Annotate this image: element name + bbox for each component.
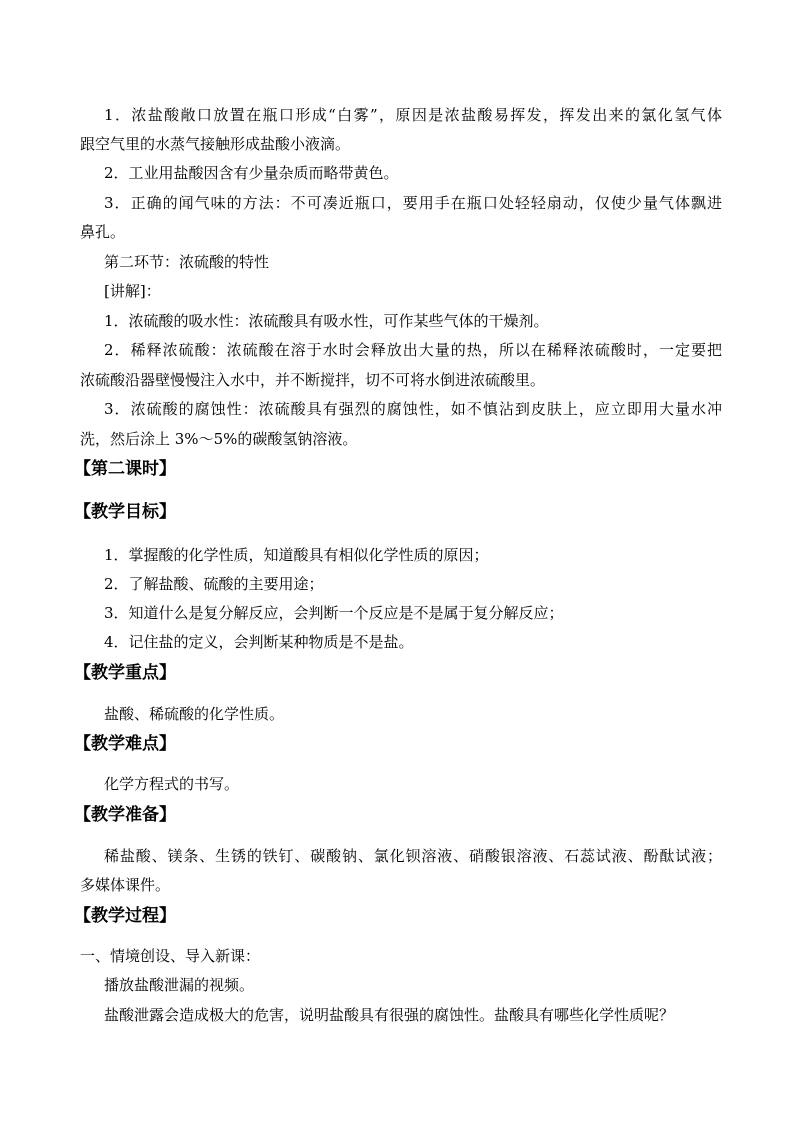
objective-item-4: 4．记住盐的定义，会判断某种物质是不是盐。 xyxy=(104,633,414,651)
objective-item-3: 3．知道什么是复分解反应，会判断一个反应是不是属于复分解反应； xyxy=(104,604,564,622)
process-heading: 【教学过程】 xyxy=(74,906,176,926)
section2-title: 第二环节：浓硫酸的特性 xyxy=(104,253,270,271)
process-line1: 播放盐酸泄漏的视频。 xyxy=(104,976,255,994)
section1-item2: 2．工业用盐酸因含有少量杂质而略带黄色。 xyxy=(104,164,399,182)
section1-item3-line1: 3．正确的闻气味的方法：不可凑近瓶口，要用手在瓶口处轻轻扇动，仅使少量气体飘进 xyxy=(104,194,722,212)
objective-item-1: 1．掌握酸的化学性质，知道酸具有相似化学性质的原因； xyxy=(104,546,489,564)
difficulties-text: 化学方程式的书写。 xyxy=(104,775,240,793)
preparation-line2: 多媒体课件。 xyxy=(80,876,171,894)
section2-item3-line2: 洗，然后涂上 3%～5%的碳酸氢钠溶液。 xyxy=(80,430,358,448)
section2-lecture-label: [讲解]： xyxy=(104,282,161,300)
difficulties-heading: 【教学难点】 xyxy=(74,734,176,754)
preparation-line1: 稀盐酸、镁条、生锈的铁钉、碳酸钠、氯化钡溶液、硝酸银溶液、石蕊试液、酚酞试液； xyxy=(104,847,722,865)
section2-item1: 1．浓硫酸的吸水性：浓硫酸具有吸水性，可作某些气体的干燥剂。 xyxy=(104,312,549,330)
section1-item3-line2: 鼻孔。 xyxy=(80,223,126,241)
section2-item2-line2: 浓硫酸沿器壁慢慢注入水中，并不断搅拌，切不可将水倒进浓硫酸里。 xyxy=(80,371,546,389)
key-points-text: 盐酸、稀硫酸的化学性质。 xyxy=(104,705,285,723)
objectives-heading: 【教学目标】 xyxy=(74,502,176,522)
process-line2: 盐酸泄露会造成极大的危害，说明盐酸具有很强的腐蚀性。盐酸具有哪些化学性质呢？ xyxy=(104,1006,675,1024)
section2-item3-line1: 3．浓硫酸的腐蚀性：浓硫酸具有强烈的腐蚀性，如不慎沾到皮肤上，应立即用大量水冲 xyxy=(104,400,722,418)
lesson2-heading: 【第二课时】 xyxy=(74,459,176,479)
section2-item2-line1: 2．稀释浓硫酸：浓硫酸在溶于水时会释放出大量的热，所以在稀释浓硫酸时，一定要把 xyxy=(104,341,722,359)
objective-item-2: 2．了解盐酸、硫酸的主要用途； xyxy=(104,575,324,593)
key-points-heading: 【教学重点】 xyxy=(74,663,176,683)
preparation-heading: 【教学准备】 xyxy=(74,805,176,825)
section1-item1-line2: 跟空气里的水蒸气接触形成盐酸小液滴。 xyxy=(80,135,351,153)
process-step1-title: 一、情境创设、导入新课： xyxy=(80,947,261,965)
section1-item1-line1: 1．浓盐酸敞口放置在瓶口形成“白雾”，原因是浓盐酸易挥发，挥发出来的氯化氢气体 xyxy=(104,106,722,124)
